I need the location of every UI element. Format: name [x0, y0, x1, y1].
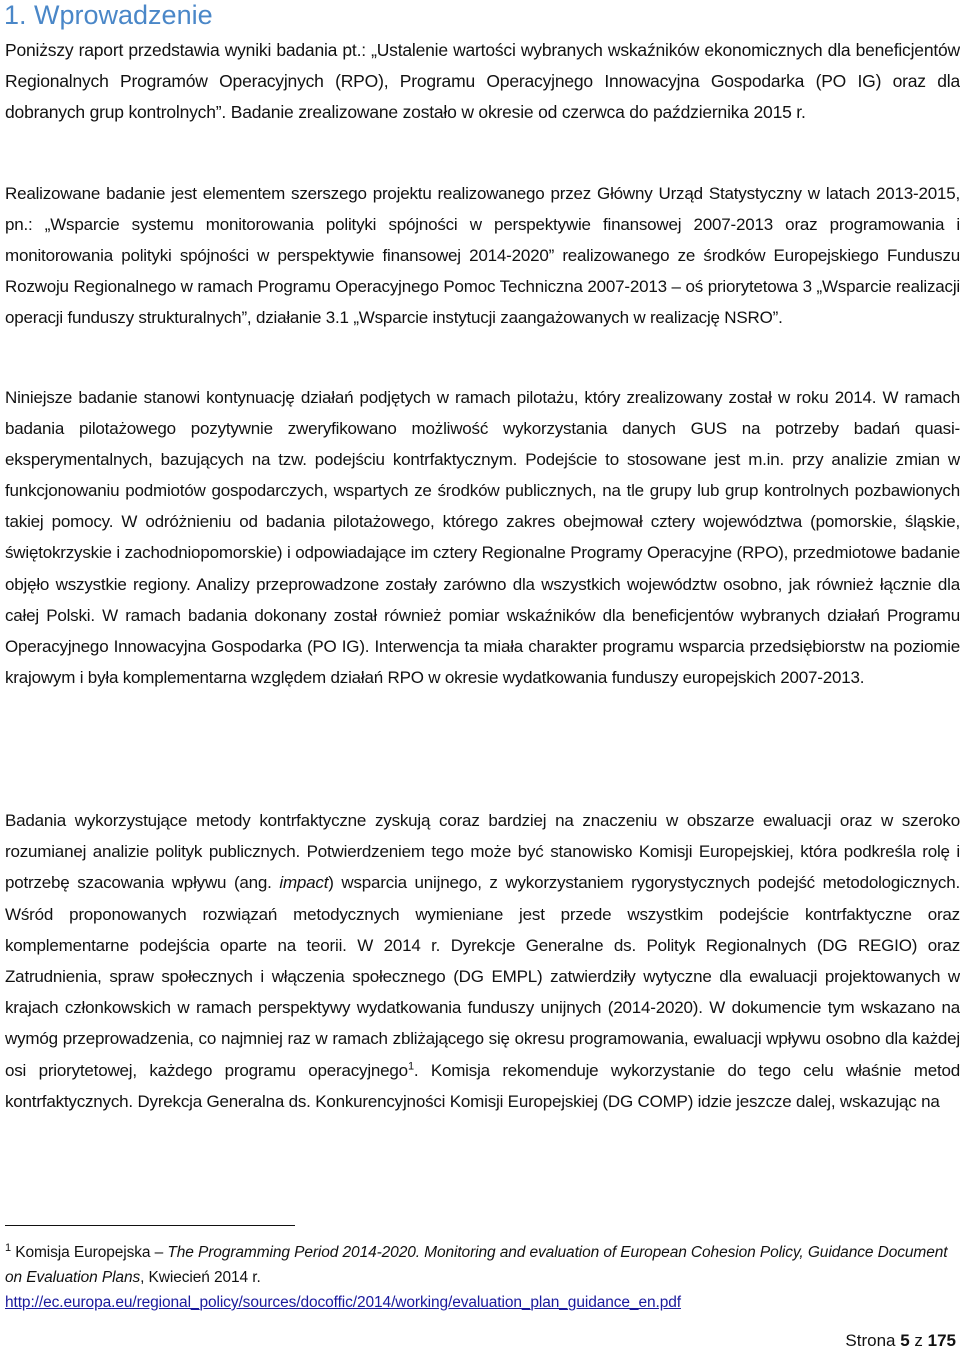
- footnote-ref[interactable]: 1: [407, 1059, 414, 1072]
- page-current: 5: [900, 1331, 910, 1350]
- intro-paragraph-2: Realizowane badanie jest elementem szerszego projektu realizowanego przez Główny Urząd Statystyczny w latach 2013-2015, pn.: „Wsparcie systemu monitorowania polityki spójności w perspektywie finansowej 2007-2013 oraz programowania i monitorowania polityki spójności w perspektywie finansowej 2014-2020” realizowanego ze środków Europejskiego Funduszu Rozwoju Regionalnego w ramach Programu Operacyjnego Pomoc Techniczna 2007-2013 – oś priorytetowa 3 „Wsparcie realizacji operacji funduszy strukturalnych”, działanie 3.1 „Wsparcie instytucji zaangażowanych w realizację NSRO”.: [5, 184, 960, 327]
- page-prefix: Strona: [845, 1331, 901, 1350]
- footnote-text: , Kwiecień 2014 r.: [140, 1269, 261, 1286]
- paragraph-text: ) wsparcia unijnego, z wykorzystaniem rygorystycznych podejść metodologicznych. Wśród proponowanych rozwiązań metodycznych wymieniane jest przede wszystkim podejście kontrfaktyczne oraz komplementarne podejścia oparte na teorii. W 2014 r. Dyrekcje Generalne ds. Polityk Regionalnych (DG REGIO) oraz Zatrudnienia, spraw społecznych i włączenia społecznego (DG EMPL) zatwierdziły wytyczne dla ewaluacji projektowanych w krajach członkowskich w ramach perspektywy wydatkowania funduszy unijnych (2014-2020). W dokumencie tym wskazano na wymóg przeprowadzenia, co najmniej raz w ramach zbliżającego się okresu programowania, ewaluacji wpływu osobno dla każdej osi priorytetowej, każdego programu operacyjnego: [5, 873, 960, 1080]
- footnote-title: The Programming Period 2014-2020. Monitoring and evaluation of European Cohesion Policy, Guidance Document on Evaluation Plans: [5, 1244, 948, 1286]
- paragraph-text: . Komisja rekomenduje wykorzystanie do tego celu właśnie metod kontrfaktycznych. Dyrekcja Generalna ds. Konkurencyjności Komisji Europejskiej (DG COMP) idzie jeszcze dalej, wskazując na: [5, 1060, 960, 1111]
- paragraph-text: Badanie zrealizowane zostało w okresie od czerwca do października 2015 r.: [226, 102, 806, 122]
- intro-paragraph-4: [5, 805, 960, 1117]
- paragraph-text: Badania wykorzystujące metody kontrfaktyczne zyskują coraz bardziej na znaczeniu w obszarze ewaluacji oraz w szeroko rozumianej analizie polityk publicznych. Potwierdzeniem tego może być stanowisko Komisji Europejskiej, która podkreśla rolę i potrzebę szacowania wpływu (ang.: [5, 811, 960, 893]
- intro-paragraph-1: [5, 35, 960, 128]
- page-separator: z: [909, 1331, 928, 1350]
- footnote: [5, 1240, 955, 1315]
- paragraph-text: Poniższy raport przedstawia wyniki badania pt.: „Ustalenie wartości wybranych wskaźników ekonomicznych dla beneficjentów Regionalnych Programów Operacyjnych (RPO), Programu Operacyjnego Innowacyjna Gospodarka (PO IG) oraz dla dobranych grup kontrolnych”.: [5, 40, 960, 122]
- footnote-text: Komisja Europejska –: [11, 1244, 168, 1261]
- footnote-link[interactable]: http://ec.europa.eu/regional_policy/sources/docoffic/2014/working/evaluation_plan_guidance_en.pdf: [5, 1294, 681, 1311]
- footnote-number: 1: [5, 1241, 12, 1254]
- italic-term: impact: [279, 873, 329, 893]
- page-total: 175: [927, 1331, 956, 1350]
- page-number: [845, 1330, 956, 1352]
- section-heading: 1. Wprowadzenie: [4, 0, 213, 30]
- footnote-separator: [5, 1225, 295, 1226]
- intro-paragraph-3: Niniejsze badanie stanowi kontynuację działań podjętych w ramach pilotażu, który zrealizowany został w roku 2014. W ramach badania pilotażowego pozytywnie zweryfikowano możliwość wykorzystania danych GUS na potrzeby badań quasi-eksperymentalnych, bazujących na tzw. podejściu kontrfaktycznym. Podejście to stosowane jest m.in. przy analizie zmian w funkcjonowaniu podmiotów gospodarczych, wspartych ze środków publicznych, na tle grupy lub grup kontrolnych pozbawionych takiej pomocy. W odróżnieniu od badania pilotażowego, którego zakres obejmował cztery województwa (pomorskie, śląskie, świętokrzyskie i zachodniopomorskie) i odpowiadające im cztery Regionalne Programy Operacyjne (RPO), przedmiotowe badanie objęło wszystkie regiony. Analizy przeprowadzone zostały zarówno dla wszystkich województw osobno, jak również łącznie dla całej Polski. W ramach badania dokonany został również pomiar wskaźników dla beneficjentów wybranych działań Programu Operacyjnego Innowacyjna Gospodarka (PO IG). Interwencja ta miała charakter programu wsparcia przedsiębiorstw na poziomie krajowym i była komplementarna względem działań RPO w okresie wydatkowania funduszy europejskich 2007-2013.: [5, 388, 960, 687]
